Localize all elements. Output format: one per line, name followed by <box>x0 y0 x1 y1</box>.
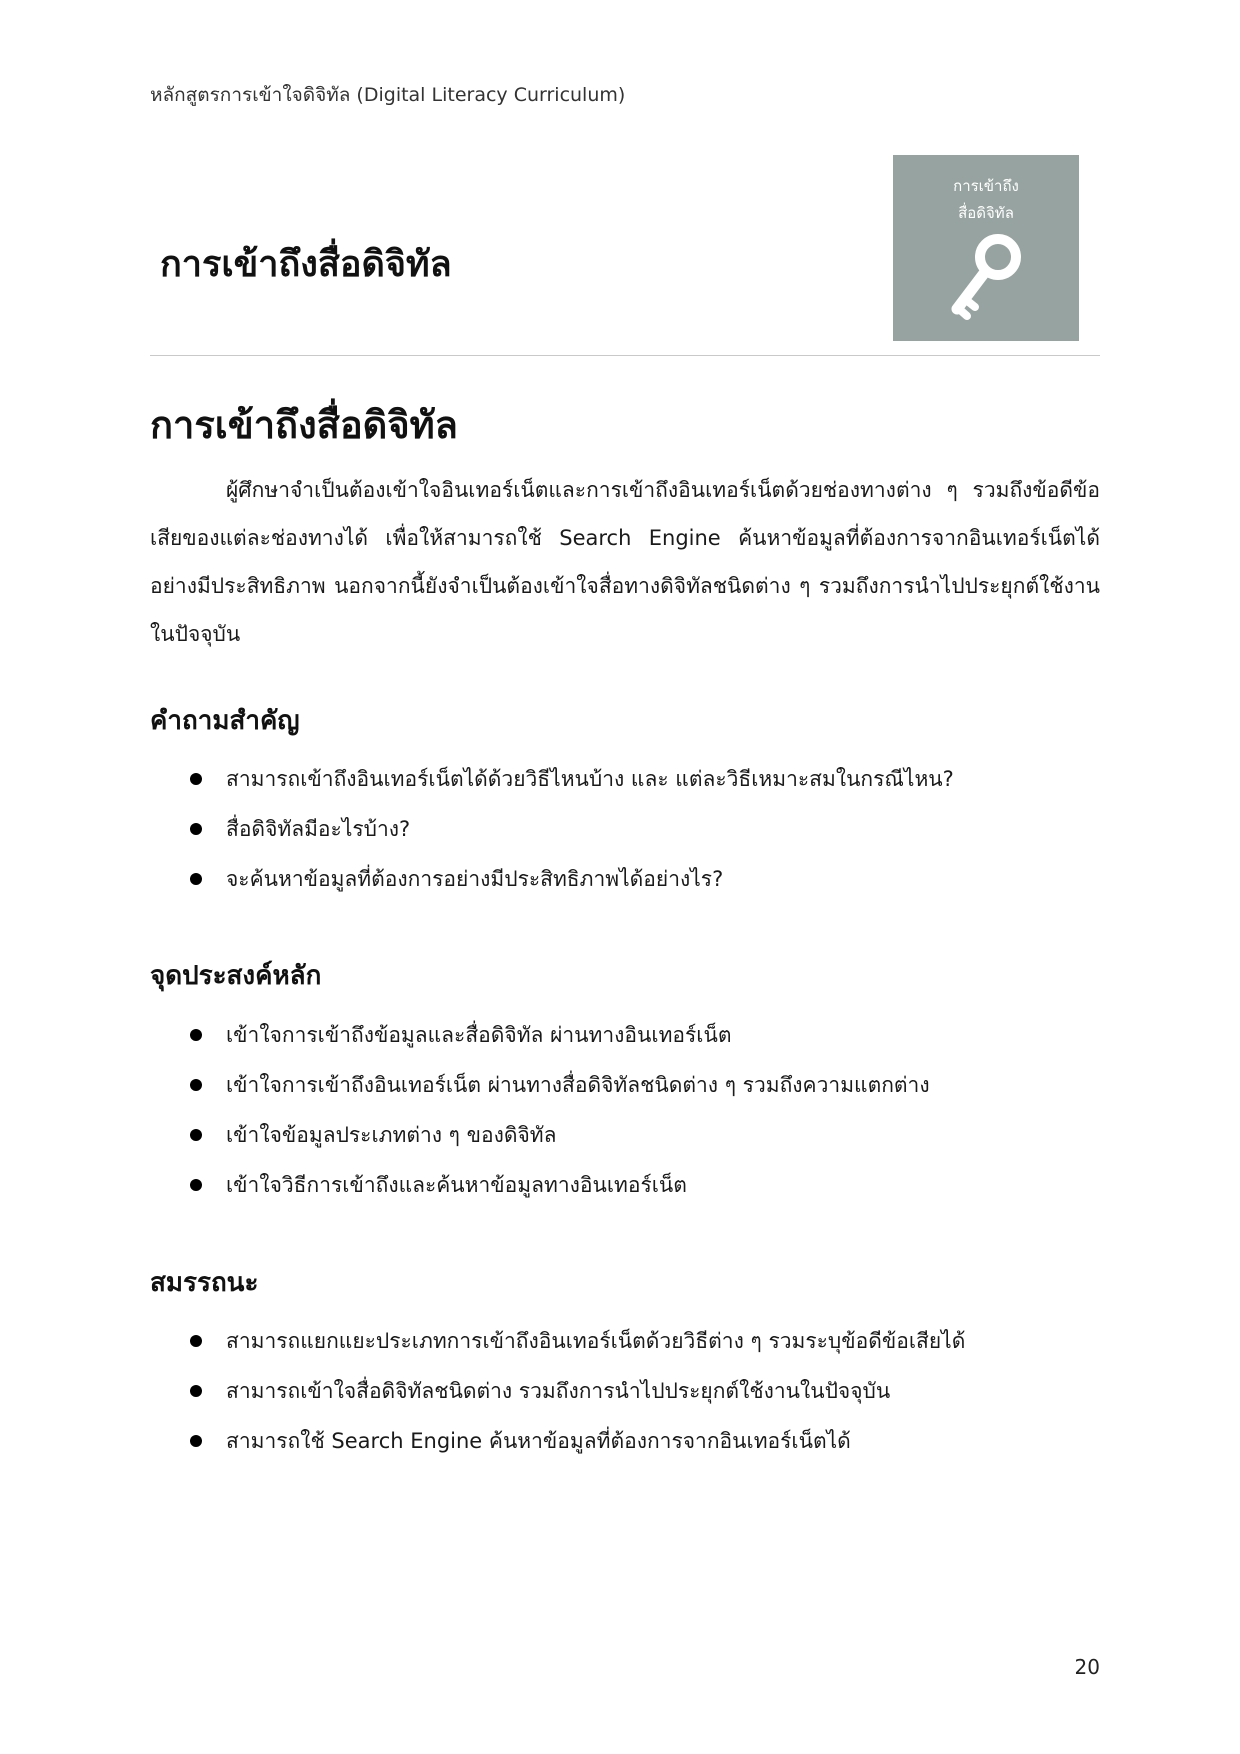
competencies-heading: สมรรถนะ <box>150 1268 259 1298</box>
bullet-icon <box>190 1385 202 1397</box>
list-item-text: เข้าใจวิธีการเข้าถึงและค้นหาข้อมูลทางอินเทอร์เน็ต <box>226 1173 687 1197</box>
list-item-text: จะค้นหาข้อมูลที่ต้องการอย่างมีประสิทธิภาพได้อย่างไร? <box>226 867 724 891</box>
list-item <box>150 1160 930 1210</box>
list-item-text: สามารถแยกแยะประเภทการเข้าถึงอินเทอร์เน็ตด้วยวิธีต่าง ๆ รวมระบุข้อดีข้อเสียได้ <box>226 1329 966 1353</box>
list-item-text: สามารถเข้าถึงอินเทอร์เน็ตได้ด้วยวิธีไหนบ้าง และ แต่ละวิธีเหมาะสมในกรณีไหน? <box>226 767 954 791</box>
list-item-text: สามารถเข้าใจสื่อดิจิทัลชนิดต่าง รวมถึงการนำไปประยุกต์ใช้งานในปัจจุบัน <box>226 1379 891 1403</box>
list-item-text: เข้าใจการเข้าถึงข้อมูลและสื่อดิจิทัล ผ่านทางอินเทอร์เน็ต <box>226 1023 732 1047</box>
list-item <box>150 1010 930 1060</box>
divider <box>150 355 1100 356</box>
key-questions-list <box>150 754 954 904</box>
section-heading: การเข้าถึงสื่อดิจิทัล <box>150 403 458 447</box>
intro-paragraph: ผู้ศึกษาจำเป็นต้องเข้าใจอินเทอร์เน็ตและการเข้าถึงอินเทอร์เน็ตด้วยช่องทางต่าง ๆ รวมถึงข้อดีข้อเสียของแต่ละช่องทางได้ เพื่อให้สามารถใช้ Search Engine ค้นหาข้อมูลที่ต้องการจากอินเทอร์เน็ตได้อย่างมีประสิทธิภาพ นอกจากนี้ยังจำเป็นต้องเข้าใจสื่อทางดิจิทัลชนิดต่าง ๆ รวมถึงการนำไปประยุกต์ใช้งานในปัจจุบัน <box>150 478 1100 646</box>
list-item <box>150 854 954 904</box>
list-item <box>150 1110 930 1160</box>
list-item-text: เข้าใจการเข้าถึงอินเทอร์เน็ต ผ่านทางสื่อดิจิทัลชนิดต่าง ๆ รวมถึงความแตกต่าง <box>226 1073 930 1097</box>
bullet-icon <box>190 1079 202 1091</box>
badge-label: การเข้าถึง สื่อดิจิทัล <box>953 177 1019 222</box>
bullet-icon <box>190 1129 202 1141</box>
bullet-icon <box>190 1435 202 1447</box>
list-item-text: สามารถใช้ Search Engine ค้นหาข้อมูลที่ต้องการจากอินเทอร์เน็ตได้ <box>226 1429 851 1453</box>
list-item <box>150 1316 965 1366</box>
bullet-icon <box>190 873 202 885</box>
page-number: 20 <box>1074 1655 1100 1679</box>
bullet-icon <box>190 1179 202 1191</box>
list-item <box>150 1366 965 1416</box>
list-item <box>150 1416 965 1466</box>
bullet-icon <box>190 1335 202 1347</box>
list-item <box>150 804 954 854</box>
objectives-list <box>150 1010 930 1210</box>
key-icon <box>943 227 1029 323</box>
unit-title: การเข้าถึงสื่อดิจิทัล <box>160 244 452 285</box>
list-item <box>150 754 954 804</box>
running-header: หลักสูตรการเข้าใจดิจิทัล (Digital Literacy Curriculum) <box>150 84 626 106</box>
bullet-icon <box>190 1029 202 1041</box>
bullet-icon <box>190 773 202 785</box>
bullet-icon <box>190 823 202 835</box>
key-questions-heading: คำถามสำคัญ <box>150 706 300 736</box>
list-item-text: เข้าใจข้อมูลประเภทต่าง ๆ ของดิจิทัล <box>226 1123 557 1147</box>
list-item <box>150 1060 930 1110</box>
competencies-list <box>150 1316 965 1466</box>
objectives-heading: จุดประสงค์หลัก <box>150 961 322 991</box>
list-item-text: สื่อดิจิทัลมีอะไรบ้าง? <box>226 817 411 841</box>
unit-badge <box>893 155 1079 341</box>
